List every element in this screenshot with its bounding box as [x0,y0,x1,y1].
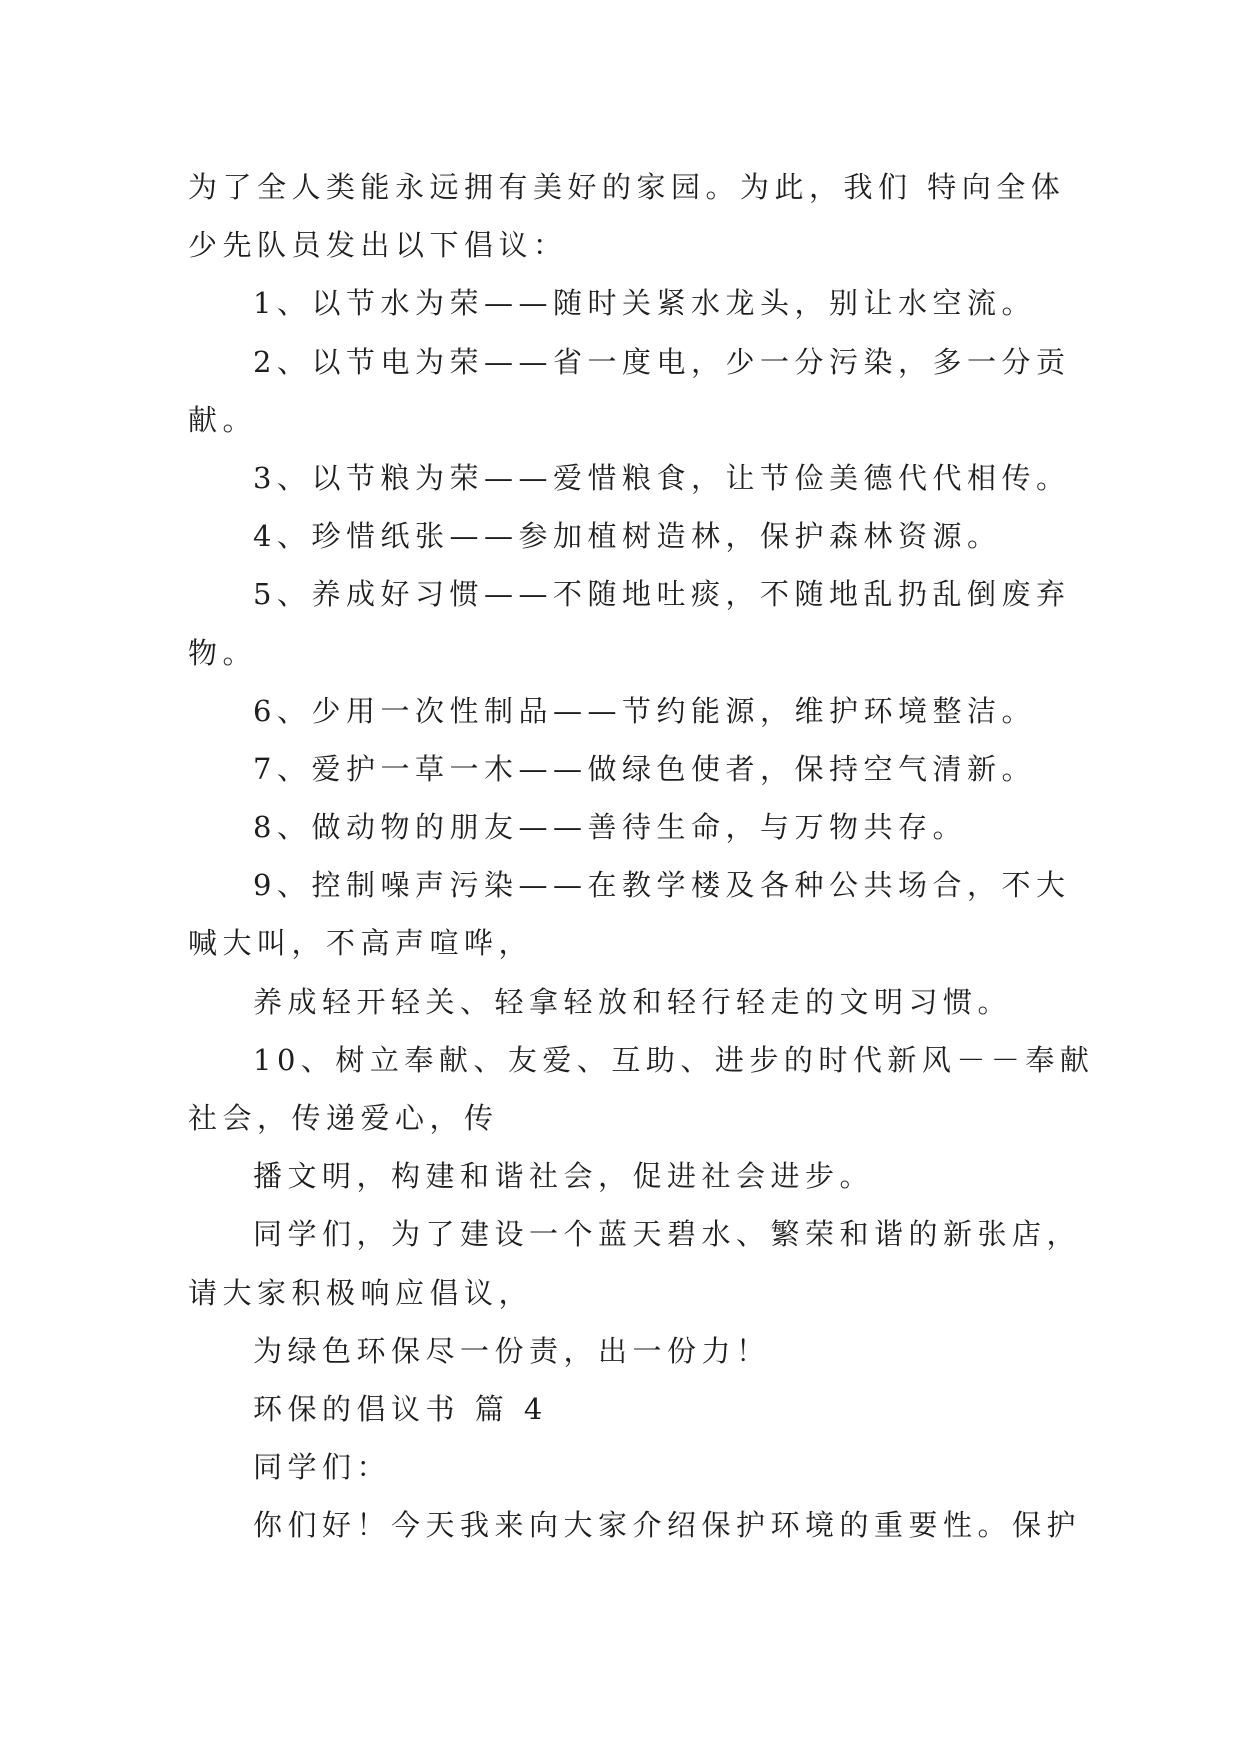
text-line: 喊大叫，不高声喧哗， [188,926,534,961]
text-line: 请大家积极响应倡议， [188,1275,534,1310]
text-line: 5、养成好习惯——不随地吐痰，不随地乱扔乱倒废弃 [253,577,1071,612]
text-line: 养成轻开轻关、轻拿轻放和轻行轻走的文明习惯。 [253,984,1013,1019]
text-line: 你们好！今天我来向大家介绍保护环境的重要性。保护 [253,1508,1082,1543]
text-line: 少先队员发出以下倡议： [188,228,568,263]
text-line: 7、爱护一草一木——做绿色使者，保持空气清新。 [253,751,1036,786]
text-line: 同学们，为了建设一个蓝天碧水、繁荣和谐的新张店， [253,1217,1082,1252]
text-line: 播文明，构建和谐社会，促进社会进步。 [253,1159,875,1194]
text-line: 9、控制噪声污染——在教学楼及各种公共场合，不大 [253,868,1071,903]
text-line: 同学们： [253,1450,392,1485]
text-line: 8、做动物的朋友——善待生命，与万物共存。 [253,810,967,845]
text-line: 1、以节水为荣——随时关紧水龙头，别让水空流。 [253,286,1036,321]
text-line: 3、以节粮为荣——爱惜粮食，让节俭美德代代相传。 [253,460,1071,495]
text-line: 环保的倡议书 篇 4 [253,1391,548,1426]
text-line: 10、树立奉献、友爱、互助、进步的时代新风－－奉献 [253,1042,1095,1077]
document-body [188,158,1095,1555]
text-line: 为了全人类能永远拥有美好的家园。为此，我们 特向全体 [188,170,1066,204]
text-line: 为绿色环保尽一份责，出一份力！ [253,1333,771,1368]
text-line: 2、以节电为荣——省一度电，少一分污染，多一分贡 [253,344,1071,379]
text-line: 献。 [188,402,258,437]
text-line: 物。 [188,635,258,670]
text-line: 4、珍惜纸张——参加植树造林，保护森林资源。 [253,519,1002,554]
text-line: 6、少用一次性制品——节约能源，维护环境整洁。 [253,693,1036,728]
text-line: 社会，传递爱心，传 [188,1101,499,1135]
